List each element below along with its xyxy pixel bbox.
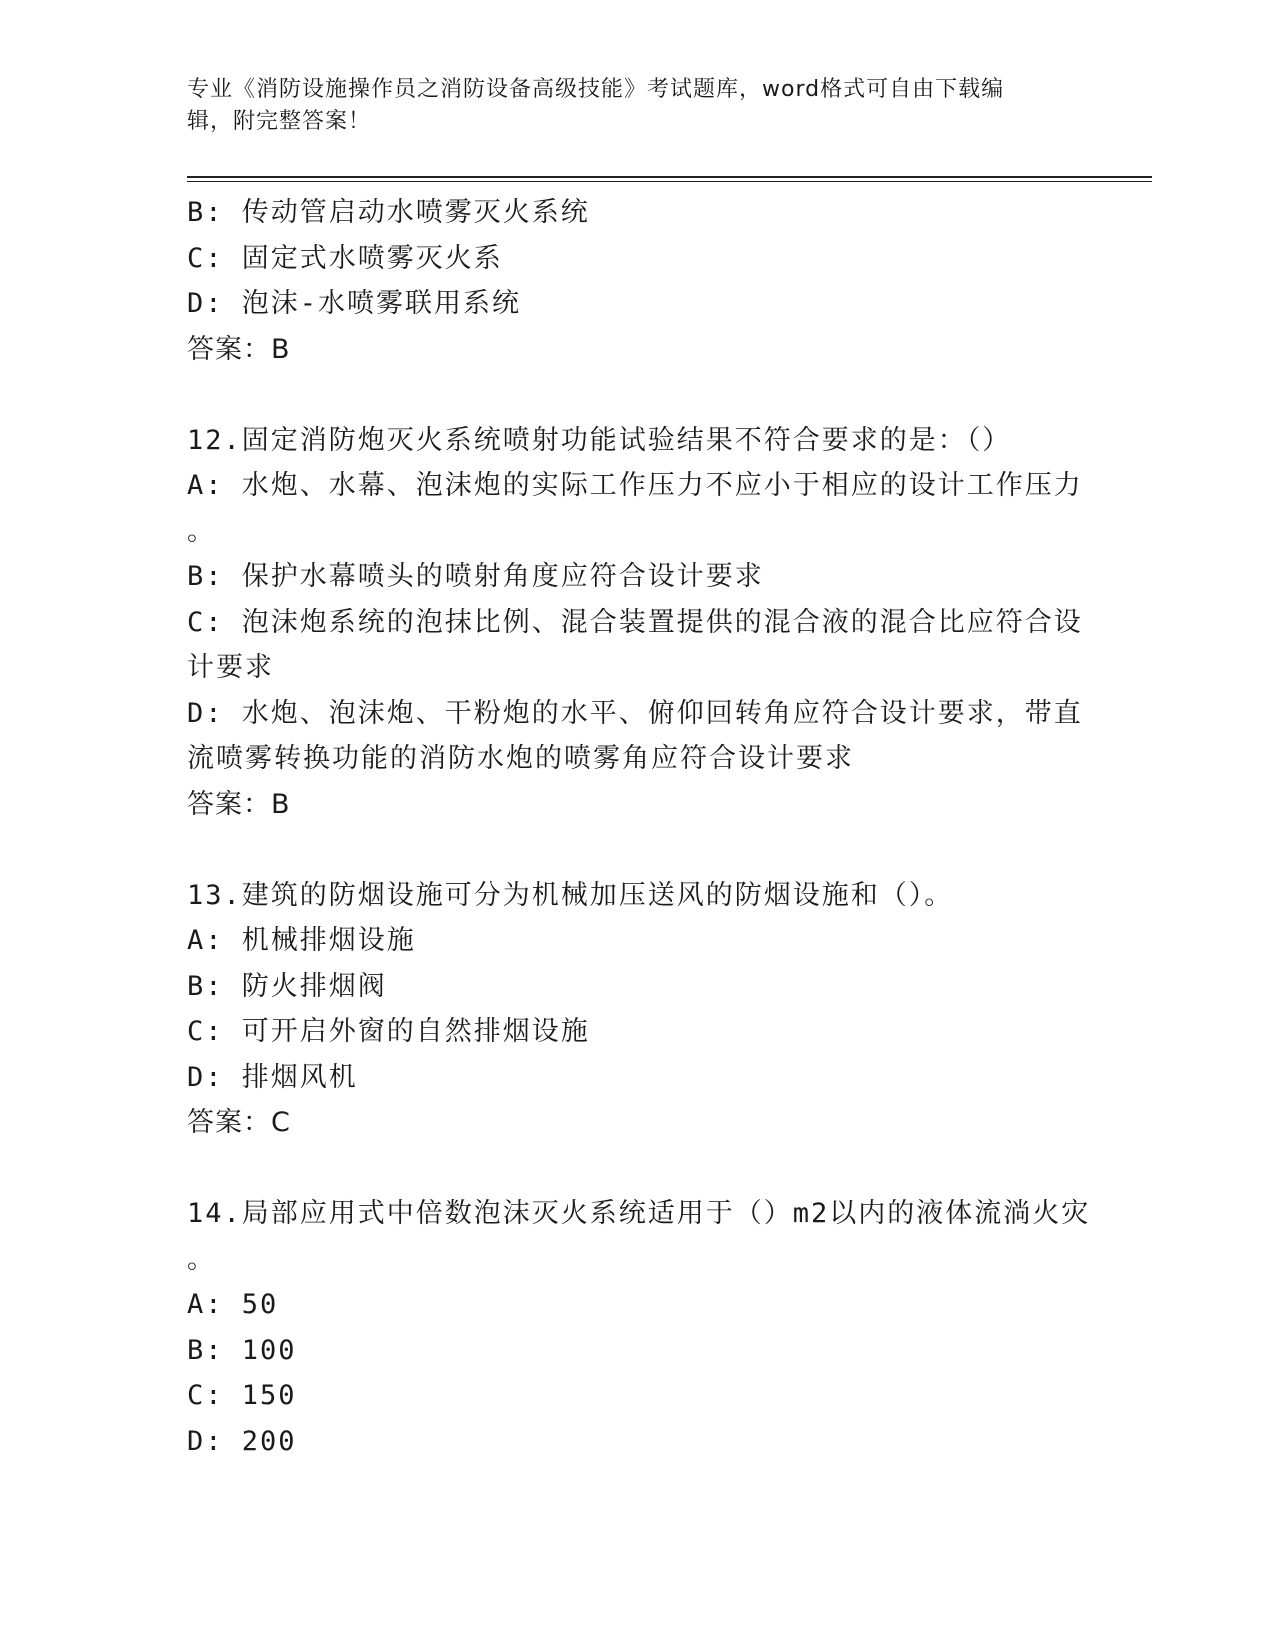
option-d: D: 排烟风机 — [187, 1061, 358, 1093]
option-c: C: 泡沫炮系统的泡抹比例、混合装置提供的混合液的混合比应符合设 — [187, 606, 1083, 638]
option-d: D: 200 — [187, 1425, 297, 1457]
option-d: D: 水炮、泡沫炮、干粉炮的水平、俯仰回转角应符合设计要求，带直 — [187, 697, 1083, 729]
question-13 — [187, 873, 1077, 1146]
spacer — [187, 1146, 1077, 1192]
answer-line: 答案：C — [187, 1107, 291, 1138]
option-b: B: 防火排烟阀 — [187, 970, 387, 1002]
option-a: A: 50 — [187, 1289, 279, 1320]
header-rule-thick — [187, 176, 1152, 178]
option-a: A: 水炮、水幕、泡沫炮的实际工作压力不应小于相应的设计工作压力 — [187, 470, 1083, 501]
option-a-continued: 。 — [187, 515, 216, 547]
question-stem-continued: 。 — [187, 1243, 216, 1275]
answer-line: 答案：B — [187, 788, 291, 820]
question-stem: 13.建筑的防烟设施可分为机械加压送风的防烟设施和（）。 — [187, 879, 954, 911]
option-a: A: 机械排烟设施 — [187, 925, 416, 956]
option-c: C: 固定式水喷雾灭火系 — [187, 242, 503, 274]
question-14 — [187, 1191, 1091, 1464]
answer-line: 答案：B — [187, 333, 291, 365]
question-content — [187, 190, 1091, 1464]
question-stem: 14.局部应用式中倍数泡沫灭火系统适用于（）m2以内的液体流淌火灾 — [187, 1198, 1091, 1229]
option-b: B: 100 — [187, 1334, 297, 1366]
question-11-tail — [187, 190, 1077, 372]
header-rule-thin — [187, 181, 1152, 182]
option-c-continued: 计要求 — [187, 652, 274, 683]
question-12 — [187, 418, 1083, 828]
option-d: D: 泡沫-水喷雾联用系统 — [187, 288, 522, 319]
spacer — [187, 827, 1077, 873]
option-b: B: 传动管启动水喷雾灭火系统 — [187, 197, 590, 228]
question-stem: 12.固定消防炮灭火系统喷射功能试验结果不符合要求的是：（） — [187, 424, 1012, 456]
header-line-1: 专业《消防设施操作员之消防设备高级技能》考试题库，word格式可自由下载编 — [187, 77, 1005, 102]
option-c: C: 150 — [187, 1380, 297, 1411]
option-c: C: 可开启外窗的自然排烟设施 — [187, 1016, 590, 1047]
option-d-continued: 流喷雾转换功能的消防水炮的喷雾角应符合设计要求 — [187, 743, 854, 774]
spacer — [187, 372, 1077, 418]
document-header — [187, 74, 1087, 138]
header-line-2: 辑，附完整答案！ — [187, 109, 372, 134]
option-b: B: 保护水幕喷头的喷射角度应符合设计要求 — [187, 561, 764, 592]
